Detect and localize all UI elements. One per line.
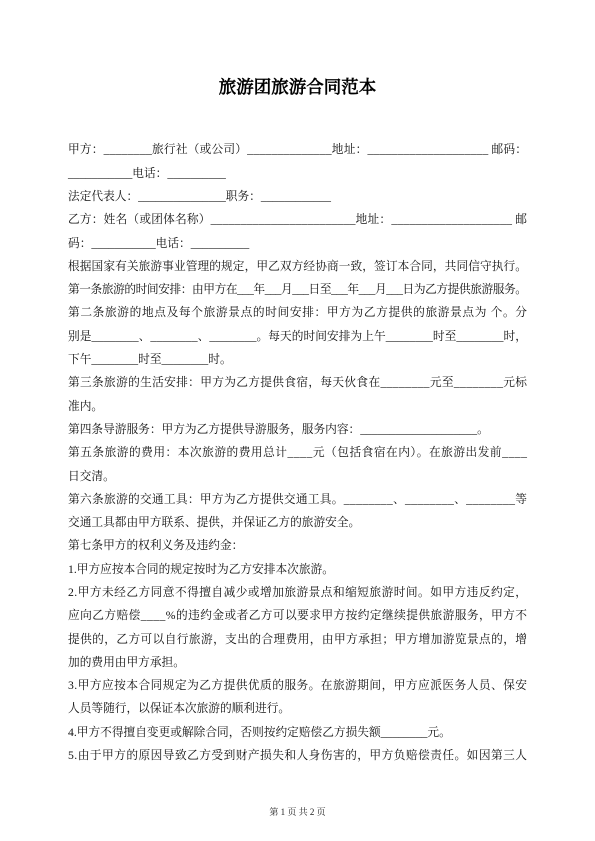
contract-line: 1.甲方应按本合同的规定按时为乙方安排本次旅游。 <box>68 562 334 576</box>
contract-line: 根据国家有关旅游事业管理的规定，甲乙双方经协商一致，签订本合同，共同信守执行。 <box>68 259 528 273</box>
contract-body <box>68 138 527 767</box>
contract-line: 法定代表人：_______________职务：____________ <box>68 189 331 203</box>
article-7-item-5 <box>68 744 527 767</box>
contract-line: 第三条旅游的生活安排：甲方为乙方提供食宿，每天伙食在________元至________元标 <box>68 376 528 390</box>
contract-line: 5.由于甲方的原因导致乙方受到财产损失和人身伤害的，甲方负赔偿责任。如因第三人 <box>68 749 528 763</box>
article-7-item-3 <box>68 674 527 721</box>
contract-line: 别是________、________、________。每天的时间安排为上午________时至________时， <box>68 329 528 343</box>
article-7-heading <box>68 534 527 557</box>
contract-line: 准内。 <box>68 399 104 413</box>
article-5-fees <box>68 441 527 488</box>
contract-line: 3.甲方应按本合同规定为乙方提供优质的服务。在旅游期间，甲方应派医务人员、保安 <box>68 679 528 693</box>
contract-line: 第四条导游服务：甲方为乙方提供导游服务，服务内容：____________________。 <box>68 422 489 436</box>
page-number: 第 1 页 共 2 页 <box>269 807 326 817</box>
contract-line: 码：___________电话：__________ <box>68 236 250 250</box>
article-2-locations <box>68 301 527 371</box>
preamble <box>68 255 527 278</box>
contract-line: 应向乙方赔偿____%的违约金或者乙方可以要求甲方按约定继续提供旅游服务，甲方不 <box>68 609 528 623</box>
contract-line: 人员等随行，以保证本次旅游的顺利进行。 <box>68 702 291 716</box>
document-title: 旅游团旅游合同范本 <box>218 78 377 98</box>
contract-line: 乙方：姓名（或团体名称）________________________地址：____________________ 邮 <box>68 213 528 227</box>
contract-line: 提供的，乙方可以自行旅游，支出的合理费用，由甲方承担；甲方增加游览景点的，增 <box>68 632 528 646</box>
contract-line: 4.甲方不得擅自变更或解除合同，否则按约定赔偿乙方损失额________元。 <box>68 725 451 739</box>
article-1-time <box>68 278 527 301</box>
party-a-info <box>68 138 527 185</box>
contract-line: 加的费用由甲方承担。 <box>68 655 185 669</box>
article-7-item-2 <box>68 581 527 674</box>
contract-line: 交通工具都由甲方联系、提供，并保证乙方的旅游安全。 <box>68 516 361 530</box>
article-7-item-4 <box>68 721 527 744</box>
party-b-info <box>68 208 527 255</box>
contract-line: 下午________时至________时。 <box>68 353 232 367</box>
contract-line: 第七条甲方的权利义务及违约金： <box>68 539 244 553</box>
legal-representative <box>68 185 527 208</box>
article-6-transport <box>68 488 527 535</box>
article-4-guide <box>68 418 527 441</box>
article-3-living <box>68 371 527 418</box>
contract-line: ___________电话：__________ <box>68 166 226 180</box>
contract-line: 第一条旅游的时间安排：由甲方在___年___月___日至___年___月___日为乙方提供旅游服务。 <box>68 283 527 297</box>
contract-line: 甲方：________旅行社（或公司）______________地址：____________________ 邮码： <box>68 143 528 157</box>
contract-line: 第二条旅游的地点及每个旅游景点的时间安排：甲方为乙方提供的旅游景点为 个。分 <box>68 306 528 320</box>
contract-line: 第五条旅游的费用：本次旅游的费用总计____元（包括食宿在内）。在旅游出发前____ <box>68 446 528 460</box>
article-7-item-1 <box>68 558 527 581</box>
contract-line: 2.甲方未经乙方同意不得擅自减少或增加旅游景点和缩短旅游时间。如甲方违反约定， <box>68 585 528 599</box>
contract-line: 第六条旅游的交通工具：甲方为乙方提供交通工具。________、________、________等 <box>68 492 528 506</box>
contract-line: 日交清。 <box>68 469 115 483</box>
